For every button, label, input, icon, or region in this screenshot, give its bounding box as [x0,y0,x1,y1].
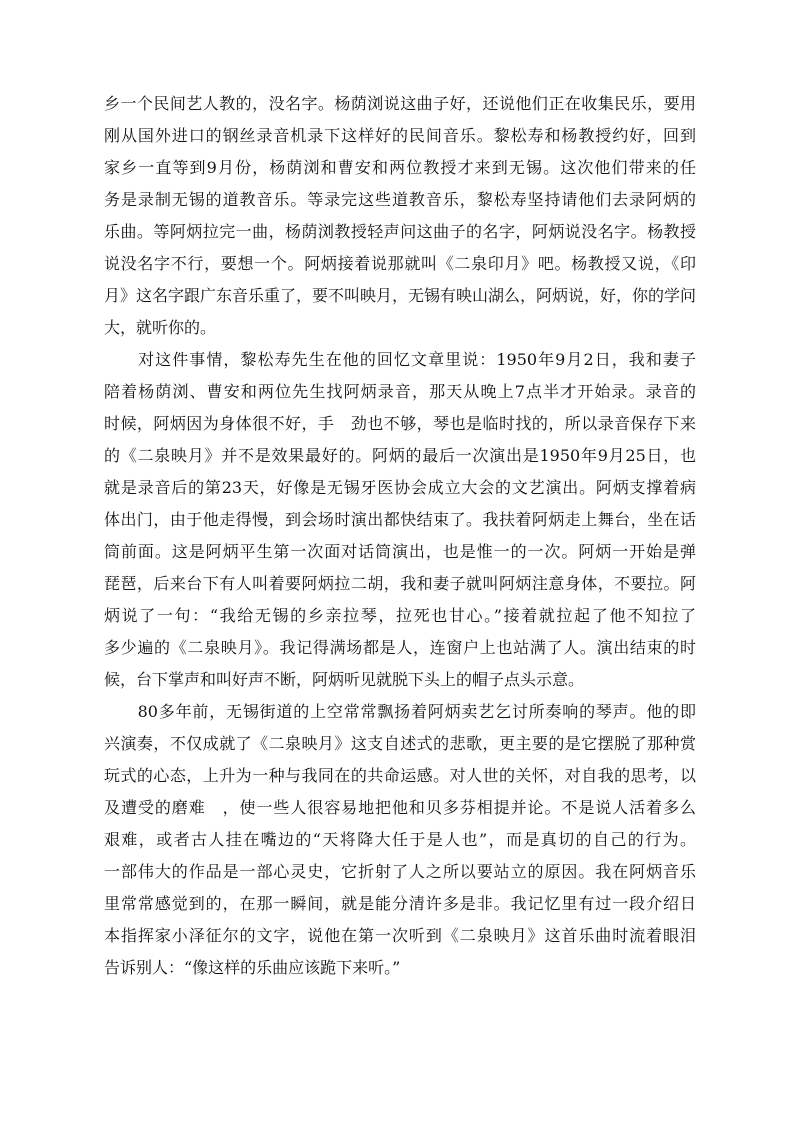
text-line: 体出门，由于他走得慢，到会场时演出都快结束了。我扶着阿炳走上舞台，坐在话 [104,510,696,529]
text-line: 艰难，或者古人挂在嘴边的“天将降大任于是人也”，而是真切的自己的行为。 [104,830,696,849]
paragraph-3 [104,696,696,984]
text-line: 时候，阿炳因为身体很不好，手 劲也不够，琴也是临时找的，所以录音保存下来 [104,414,696,433]
text-line: 乡一个民间艺人教的，没名字。杨荫浏说这曲子好，还说他们正在收集民乐，要用 [104,94,696,113]
text-line: 80多年前，无锡街道的上空常常飘扬着阿炳卖艺乞讨所奏响的琴声。他的即 [104,702,696,721]
text-line: 告诉别人：“像这样的乐曲应该跪下来听。” [104,958,401,977]
text-line: 的《二泉映月》并不是效果最好的。阿炳的最后一次演出是1950年9月25日，也 [104,446,696,465]
text-line: 里常常感觉到的，在那一瞬间，就是能分清许多是非。我记忆里有过一段介绍日 [104,894,696,913]
paragraph-1 [104,88,696,344]
text-line: 说没名字不行，要想一个。阿炳接着说那就叫《二泉印月》吧。杨教授又说，《印 [104,254,696,273]
text-line: 务是录制无锡的道教音乐。等录完这些道教音乐，黎松寿坚持请他们去录阿炳的 [104,190,696,209]
text-line: 刚从国外进口的钢丝录音机录下这样好的民间音乐。黎松寿和杨教授约好，回到 [104,126,696,145]
text-line: 乐曲。等阿炳拉完一曲，杨荫浏教授轻声问这曲子的名字，阿炳说没名字。杨教授 [104,222,696,241]
text-line: 筒前面。这是阿炳平生第一次面对话筒演出，也是惟一的一次。阿炳一开始是弹 [104,542,696,561]
text-line: 家乡一直等到9月份，杨荫浏和曹安和两位教授才来到无锡。这次他们带来的任 [104,158,696,177]
text-line: 兴演奏，不仅成就了《二泉映月》这支自述式的悲歌，更主要的是它摆脱了那种赏 [104,734,696,753]
text-line: 本指挥家小泽征尔的文字，说他在第一次听到《二泉映月》这首乐曲时流着眼泪 [104,926,696,945]
text-line: 候，台下掌声和叫好声不断，阿炳听见就脱下头上的帽子点头示意。 [104,670,585,689]
text-line: 琵琶，后来台下有人叫着要阿炳拉二胡，我和妻子就叫阿炳注意身体，不要拉。阿 [104,574,696,593]
text-line: 月》这名字跟广东音乐重了，要不叫映月，无锡有映山湖么，阿炳说，好，你的学问 [104,286,697,305]
text-line: 多少遍的《二泉映月》。我记得满场都是人，连窗户上也站满了人。演出结束的时 [104,638,696,657]
text-line: 就是录音后的第23天，好像是无锡牙医协会成立大会的文艺演出。阿炳支撑着病 [104,478,696,497]
body-text [104,88,696,984]
text-line: 玩式的心态，上升为一种与我同在的共命运感。对人世的关怀，对自我的思考，以 [104,766,696,785]
text-line: 大，就听你的。 [104,318,217,337]
paragraph-2 [104,344,696,696]
text-line: 及遭受的磨难 ，使一些人很容易地把他和贝多芬相提并论。不是说人活着多么 [104,798,696,817]
text-line: 一部伟大的作品是一部心灵史，它折射了人之所以要站立的原因。我在阿炳音乐 [104,862,696,881]
text-line: 陪着杨荫浏、曹安和两位先生找阿炳录音，那天从晚上7点半才开始录。录音的 [104,382,696,401]
text-line: 对这件事情，黎松寿先生在他的回忆文章里说：1950年9月2日，我和妻子 [104,350,696,369]
text-line: 炳说了一句：“我给无锡的乡亲拉琴，拉死也甘心。”接着就拉起了他不知拉了 [104,606,696,625]
